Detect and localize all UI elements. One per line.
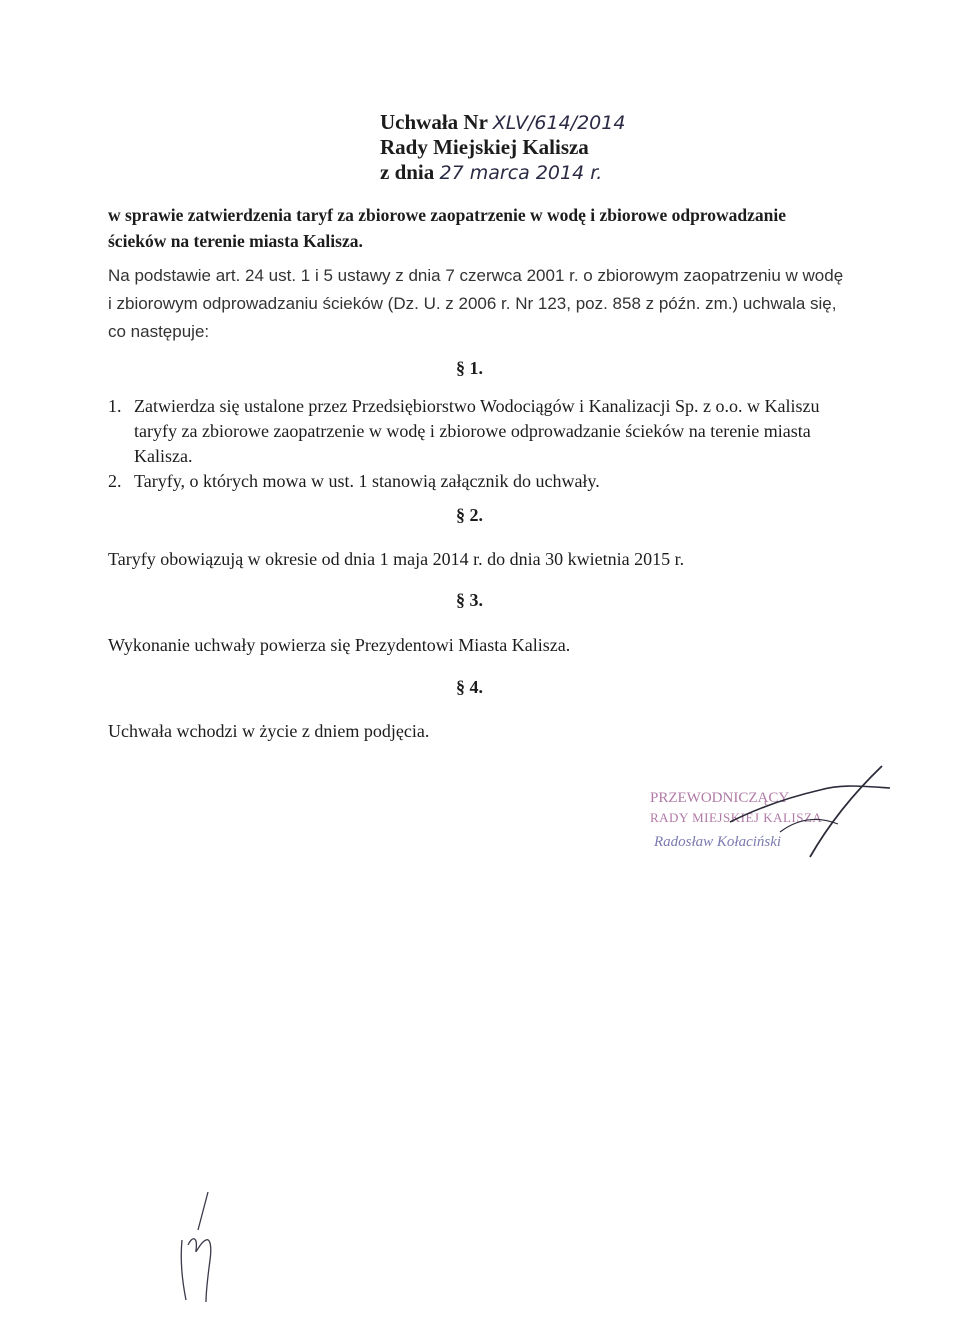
section-2-heading: § 2. (456, 505, 483, 525)
section-2-text: Taryfy obowiązują w okresie od dnia 1 maja 2014 r. do dnia 30 kwietnia 2015 r. (108, 549, 685, 569)
section-1-heading: § 1. (456, 358, 483, 378)
signature-mark (720, 762, 900, 862)
resolution-prefix: Uchwała Nr (380, 110, 488, 134)
section-1-item-1 (108, 394, 820, 419)
subject (108, 202, 786, 254)
section-4-text: Uchwała wchodzi w życie z dniem podjęcia. (108, 721, 430, 741)
item-1-line-1: Zatwierdza się ustalone przez Przedsiębiorstwo Wodociągów i Kanalizacji Sp. z o.o. w Kaliszu (134, 396, 820, 416)
resolution-title (380, 110, 625, 135)
subject-line-2: ścieków na terenie miasta Kalisza. (108, 231, 363, 251)
stamp-name: Radosław Kołaciński (654, 834, 782, 850)
section-4-heading: § 4. (456, 677, 483, 697)
item-1-line-3: Kalisza. (134, 446, 193, 466)
section-3-text: Wykonanie uchwały powierza się Prezydentowi Miasta Kalisza. (108, 635, 571, 655)
resolution-number: XLV/614/2014 (492, 112, 626, 134)
section-1-body (108, 394, 820, 494)
basis-line-1: Na podstawie art. 24 ust. 1 i 5 ustawy z dnia 7 czerwca 2001 r. o zbiorowym zaopatrzeniu w wodę (108, 266, 844, 285)
stamp-title: PRZEWODNICZĄCY (650, 790, 790, 806)
date-prefix: z dnia (380, 160, 435, 184)
basis-line-3: co następuje: (108, 322, 210, 341)
item-1-line-2: taryfy za zbiorowe zaopatrzenie w wodę i zbiorowe odprowadzanie ścieków na terenie miasta (134, 421, 811, 441)
item-number: 2. (108, 471, 122, 491)
legal-basis (108, 262, 843, 346)
initials-mark (168, 1190, 238, 1310)
section-3-heading: § 3. (456, 590, 483, 610)
item-2-text: Taryfy, o których mowa w ust. 1 stanowią załącznik do uchwały. (134, 471, 600, 491)
basis-line-2: i zbiorowym odprowadzaniu ścieków (Dz. U. z 2006 r. Nr 123, poz. 858 z późn. zm.) uchwala się, (108, 294, 837, 313)
resolution-date (380, 160, 602, 185)
council-name: Rady Miejskiej Kalisza (380, 135, 589, 159)
subject-line-1: w sprawie zatwierdzenia taryf za zbiorowe zaopatrzenie w wodę i zbiorowe odprowadzanie (108, 205, 787, 225)
item-number: 1. (108, 396, 122, 416)
stamp-council: RADY MIEJSKIEJ KALISZA (650, 810, 823, 825)
date-value: 27 marca 2014 r. (439, 162, 603, 184)
section-1-item-2 (108, 469, 820, 494)
